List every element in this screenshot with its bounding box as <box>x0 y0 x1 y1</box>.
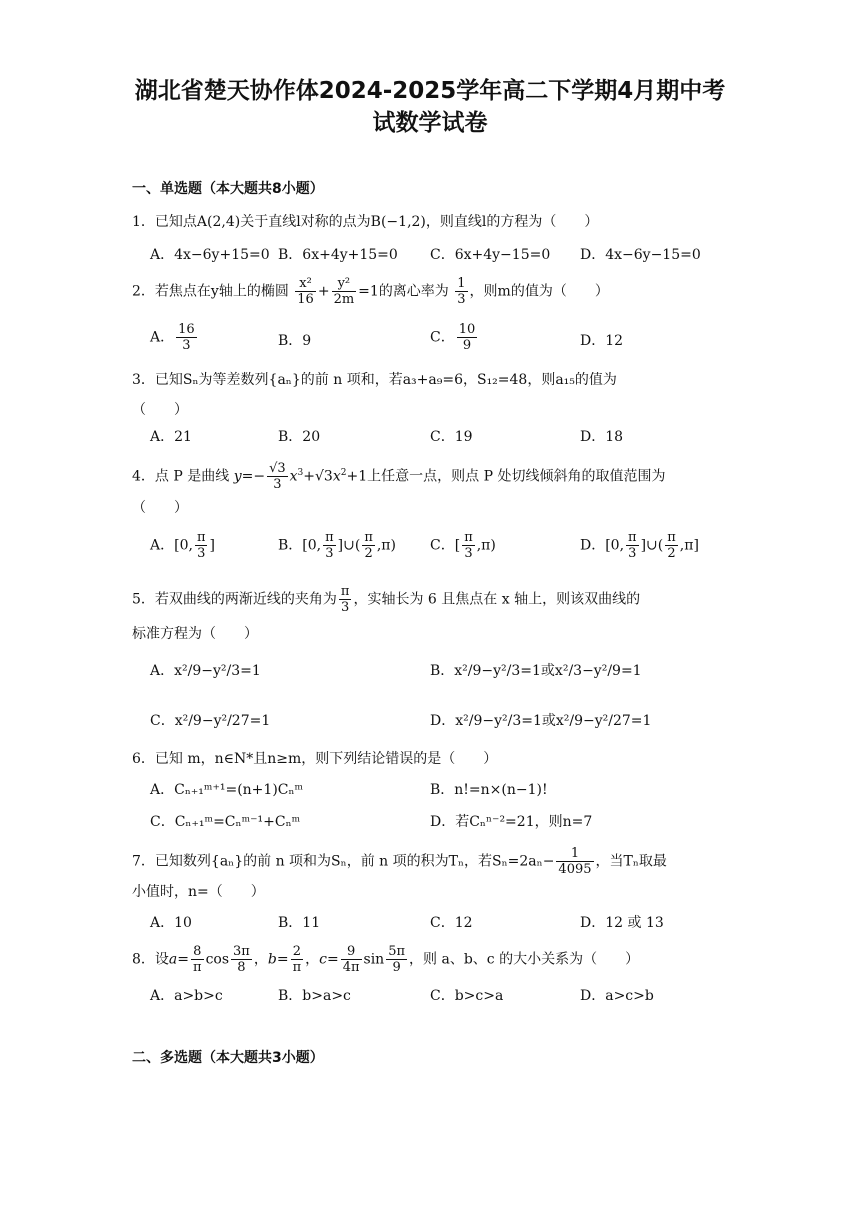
section-heading-single-choice: 一、单选题（本大题共8小题） <box>132 181 324 197</box>
question-3-option-b: B．20 <box>278 429 321 445</box>
question-4-stem: 4．点 P 是曲线 y=− $\frac{√3}{3}$ $x^3+√3x^2+1$上任意一点，则点 P 处切线倾斜角的取值范围为 <box>132 461 666 492</box>
question-3-option-d: D．18 <box>580 429 624 445</box>
question-8-option-d: D．a>c>b <box>580 988 654 1004</box>
question-1-stem: 1．已知点A(2,4)关于直线l对称的点为B(−1,2)，则直线l的方程为（ ） <box>132 214 599 230</box>
question-8-option-c: C．b>c>a <box>430 988 504 1004</box>
question-8-option-b: B．b>a>c <box>278 988 351 1004</box>
question-6-option-a: A．Cₙ₊₁ᵐ⁺¹=(n+1)Cₙᵐ <box>150 782 304 798</box>
question-7-stem-cont: 小值时，n=（ ） <box>132 884 265 900</box>
question-2-option-c: C． $\frac{10}{9}$ <box>430 322 476 353</box>
question-6-stem: 6．已知 m，n∈N*且n≥m，则下列结论错误的是（ ） <box>132 751 498 767</box>
question-6-option-d: D．若Cₙⁿ⁻²=21，则n=7 <box>430 814 593 830</box>
question-4-option-a: A．[0, $\frac{\pi}{3}$ ] <box>150 530 215 561</box>
section-heading-multiple-choice: 二、多选题（本大题共3小题） <box>132 1050 324 1066</box>
question-1-option-b: B．6x+4y+15=0 <box>278 247 398 263</box>
question-5-stem-cont: 标准方程为（ ） <box>132 626 258 642</box>
question-5-option-c: C．x²/9−y²/27=1 <box>150 713 271 729</box>
question-1-option-a: A．4x−6y+15=0 <box>150 247 270 263</box>
question-4-option-b: B．[0, $\frac{\pi}{3}$ ]∪( $\frac{\pi}{2}$ ,π) <box>278 530 396 561</box>
question-5-stem: 5．若双曲线的两渐近线的夹角为 $\frac{\pi}{3}$ ，实轴长为 6 且焦点在 x 轴上，则该双曲线的 <box>132 584 641 615</box>
question-6-option-c: C．Cₙ₊₁ᵐ=Cₙᵐ⁻¹+Cₙᵐ <box>150 814 301 830</box>
question-4-stem-cont: （ ） <box>132 500 188 516</box>
question-5-option-b: B．x²/9−y²/3=1或x²/3−y²/9=1 <box>430 663 642 679</box>
question-3-option-c: C．19 <box>430 429 473 445</box>
exam-title-line1: 湖北省楚天协作体2024-2025学年高二下学期4月期中考 <box>134 78 726 104</box>
question-7-stem: 7．已知数列{aₙ}的前 n 项和为Sₙ，前 n 项的积为Tₙ，若Sₙ=2aₙ− $\frac{1}{4095}$ ，当Tₙ取最 <box>132 846 667 877</box>
question-7-option-a: A．10 <box>150 915 192 931</box>
question-7-option-d: D．12 或 13 <box>580 915 664 931</box>
question-4-option-c: C．[ $\frac{\pi}{3}$ ,π) <box>430 530 496 561</box>
question-2-stem: 2．若焦点在y轴上的椭圆 $\frac{\text{x²}}{16}$ + $\frac{\text{y²}}{2m}$ =1的离心率为 $\frac{1}{3}$ ，则m的值为（ ） <box>132 276 609 307</box>
question-7-option-b: B．11 <box>278 915 321 931</box>
question-5-option-a: A．x²/9−y²/3=1 <box>150 663 261 679</box>
fraction-y2-over-2m: $\frac{\text{y²}}{2m}$ <box>333 276 355 307</box>
question-7-option-c: C．12 <box>430 915 473 931</box>
question-2-option-b: B．9 <box>278 333 312 349</box>
fraction-one-third: $\frac{1}{3}$ <box>457 276 466 307</box>
question-3-option-a: A．21 <box>150 429 192 445</box>
fraction-x2-over-16: $\frac{\text{x²}}{16}$ <box>297 276 314 307</box>
question-4-option-d: D．[0, $\frac{\pi}{3}$ ]∪( $\frac{\pi}{2}$ ,π] <box>580 530 699 561</box>
question-5-option-d: D．x²/9−y²/3=1或x²/9−y²/27=1 <box>430 713 652 729</box>
question-3-stem: 3．已知Sₙ为等差数列{aₙ}的前 n 项和，若a₃+a₉=6，S₁₂=48，则a₁₅的值为 <box>132 372 617 388</box>
question-1-option-d: D．4x−6y−15=0 <box>580 247 701 263</box>
question-2-option-d: D．12 <box>580 333 624 349</box>
exam-title-line2: 试数学试卷 <box>372 110 488 136</box>
question-8-stem: 8．设a= $\frac{8}{\pi}$ cos $\frac{3\pi}{8}$ ，b= $\frac{2}{\pi}$ ，c= $\frac{9}{4\pi}$ sin $\frac{5\pi}{9}$ ，则 a、b、c 的大小关系为（ ） <box>132 944 640 975</box>
question-1-option-c: C．6x+4y−15=0 <box>430 247 551 263</box>
fraction-root3-over-3: $\frac{√3}{3}$ <box>269 461 286 492</box>
question-8-option-a: A．a>b>c <box>150 988 223 1004</box>
question-2-option-a: A． $\frac{16}{3}$ <box>150 322 195 353</box>
question-3-stem-cont: （ ） <box>132 402 188 418</box>
question-6-option-b: B．n!=n×(n−1)! <box>430 782 548 798</box>
